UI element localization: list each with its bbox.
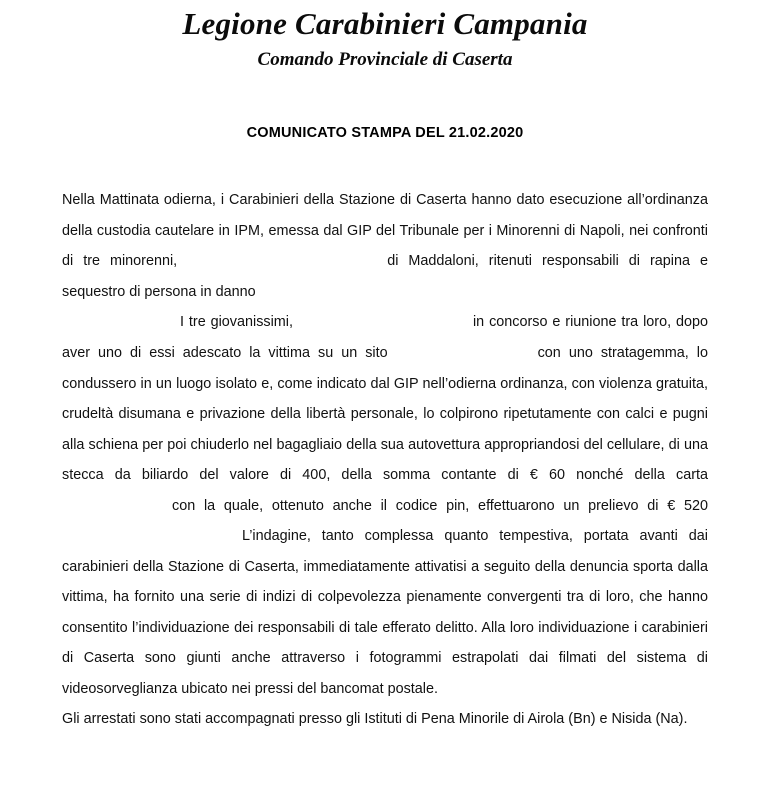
redaction-block xyxy=(388,338,538,369)
paragraph-2-segment-4: con la quale, ottenuto anche il codice pin, effettuarono un prelievo di € 520 xyxy=(172,497,708,514)
paragraph-1-segment-2: di Maddaloni, ritenuti responsabili di rapina e sequestro di persona in danno xyxy=(62,253,708,300)
paragraph-2 xyxy=(62,307,708,704)
redaction-block xyxy=(62,521,242,552)
redaction-block xyxy=(62,491,172,522)
document-body xyxy=(62,185,708,735)
redaction-block xyxy=(177,246,387,277)
paragraph-indent xyxy=(62,307,180,338)
paragraph-3-segment-1: Gli arrestati sono stati accompagnati presso gli Istituti di Pena Minorile di Airola (Bn) e Nisida (Na). xyxy=(62,711,688,728)
redaction-block xyxy=(293,307,473,338)
paragraph-1-segment-1: Nella Mattinata odierna, i Carabinieri della Stazione di Caserta hanno dato esecuzione all’ordinanza della custodia cautelare in IPM, emessa dal GIP del Tribunale per i Minorenni di Napoli, nei confronti di tre minorenni, xyxy=(62,192,708,270)
paragraph-1 xyxy=(62,185,708,307)
document-header xyxy=(62,0,708,71)
paragraph-2-segment-3: con uno stratagemma, lo condussero in un luogo isolato e, come indicato dal GIP nell’odierna ordinanza, con violenza gratuita, crudeltà disumana e privazione della libertà personale, lo colpirono ripetutamente con calci e pugni alla schiena per poi chiuderlo nel bagagliaio della sua autovettura appropriandosi del cellulare, di una stecca da biliardo del valore di 400, della somma contante di € 60 nonché della carta xyxy=(62,344,709,484)
paragraph-3 xyxy=(62,704,708,735)
press-release-title: COMUNICATO STAMPA DEL 21.02.2020 xyxy=(246,125,524,142)
paragraph-2-segment-2: in concorso e riunione tra loro, dopo aver uno di essi adescato la vittima su un sito xyxy=(62,314,708,361)
organization-title: Legione Carabinieri Campania xyxy=(182,6,588,41)
paragraph-2-segment-5: L’indagine, tanto complessa quanto tempestiva, portata avanti dai carabinieri della Stazione di Caserta, immediatamente attivatisi a seguito della denuncia sporta dalla vittima, ha fornito una serie di indizi di colpevolezza pienamente convergenti tra di loro, che hanno consentito l’individuazione dei responsabili di tale efferato delitto. Alla loro individuazione i carabinieri di Caserta sono giunti anche attraverso i fotogrammi estrapolati dai filmati del sistema di videosorveglianza ubicato nei pressi del bancomat postale. xyxy=(62,528,708,697)
organization-subtitle: Comando Provinciale di Caserta xyxy=(257,48,513,70)
paragraph-2-segment-1: I tre giovanissimi, xyxy=(180,314,293,331)
